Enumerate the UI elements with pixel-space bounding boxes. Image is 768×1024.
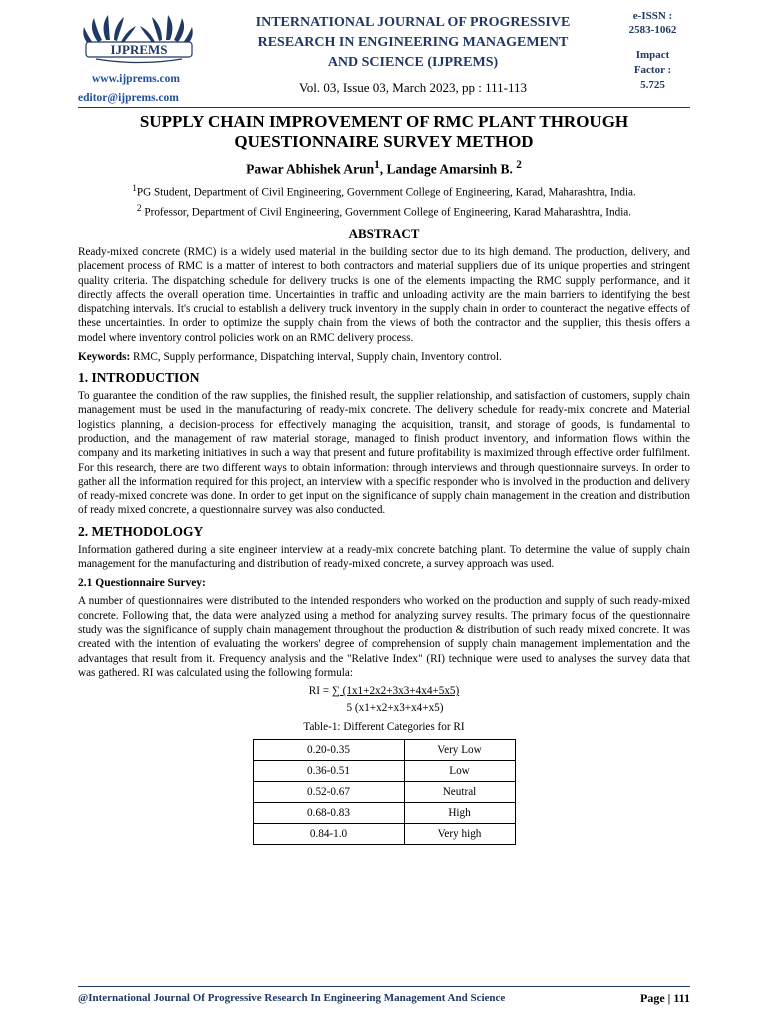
table-row: 0.84-1.0 Very high	[253, 824, 515, 845]
header-divider	[78, 107, 690, 108]
footer-divider	[78, 986, 690, 987]
author-line: Pawar Abhishek Arun$^1$, Landage Amarsinh B. $^2$	[246, 159, 522, 177]
table-row: 0.52-0.67 Neutral	[253, 782, 515, 803]
table-caption: Table-1: Different Categories for RI	[303, 721, 465, 734]
affiliation-2: $^2$ Professor, Department of Civil Engineering, Government College of Engineering, Karad Maharashtra, India.	[136, 204, 632, 219]
table-row: 0.20-0.35 Very Low	[253, 740, 515, 761]
page-number: Page | 111	[640, 991, 690, 1005]
subsection-heading-questionnaire: 2.1 Questionnaire Survey:	[78, 577, 206, 590]
journal-title: INTERNATIONAL JOURNAL OF PROGRESSIVE RESEARCH IN ENGINEERING MANAGEMENT AND SCIENCE (IJPREMS)	[255, 15, 571, 70]
ri-formula: RI = ∑ (1x1+2x2+3x3+4x4+5x5)	[308, 685, 460, 698]
volume-info: Vol. 03, Issue 03, March 2023, pp : 111-113	[299, 80, 527, 95]
paper-body	[78, 112, 690, 845]
ri-categories-table	[253, 739, 516, 845]
website-link[interactable]: www.ijprems.com	[92, 73, 180, 85]
ijprems-logo	[78, 12, 200, 64]
issn-block: e-ISSN : 2583-1062	[628, 10, 677, 36]
email-link[interactable]: editor@ijprems.com	[78, 92, 179, 104]
footer-journal-name: @International Journal Of Progressive Research In Engineering Management And Science	[78, 992, 506, 1004]
abstract-text: Ready-mixed concrete (RMC) is a widely used material in the building sector due to its high demand. The production, delivery, and placement process of RMC is a matter of interest to both contractors and material suppliers due of its unique properties and stringent quality criteria. The dispatching schedule for delivery trucks is one of the elements impacting the RMC supply performance, and it directly affects the overall operation time. Uncertainties in traffic and unloading activity are the main barriers to identifying the best dispatching intervals. It's crucial to establish a delivery truck inventory in the supply chain in order to counteract the negative effects of these uncertainties. In order to optimize the supply chain from the views of both the contractor and the supplier, this thesis offers a model where inventory control policies work on an RMC delivery process.	[78, 245, 690, 344]
logo-text: IJPREMS	[110, 42, 168, 57]
ri-formula-denominator: 5 (x1+x2+x3+x4+x5)	[346, 702, 444, 715]
keywords: Keywords: RMC, Supply performance, Dispatching interval, Supply chain, Inventory control.	[78, 351, 502, 364]
table-row: 0.36-0.51 Low	[253, 761, 515, 782]
contact-links	[78, 70, 180, 108]
affiliation-1: $^1$PG Student, Department of Civil Engineering, Government College of Engineering, Karad, Maharashtra, India.	[132, 183, 636, 199]
table-row: 0.68-0.83 High	[253, 803, 515, 824]
impact-factor-block: Impact Factor : 5.725	[633, 49, 672, 91]
section-heading-methodology: 2. METHODOLOGY	[78, 523, 204, 539]
introduction-text: To guarantee the condition of the raw supplies, the finished result, the supplier relationship, and satisfaction of customers, supply chain management must be used in the manufacturing of ready-mix concrete. The delivery schedule for ready-mix concrete and Material logistics planning, a decision-process for effectively managing the acquisition, transit, and storage of goods, is fundamental to production, and the management of raw material storage, managed to finish product inventory, and information flows within the company and its marketing initiatives in such a way that present and future profitability is maximized through effective order fulfilment. For this research, there are two different ways to obtain information: through interviews and through questionnaire surveys. In order to gather all the information required for this project, an interview with a specific responder who is involved in the production and delivery of ready-mixed concrete was done. In order to get input on the significance of supply chain management in the creation and distribution of ready mixed concrete, a questionnaire survey was also conducted.	[78, 390, 690, 517]
abstract-heading: ABSTRACT	[348, 225, 420, 241]
section-heading-introduction: 1. INTRODUCTION	[78, 370, 200, 386]
page-footer	[78, 990, 690, 1006]
methodology-text: Information gathered during a site engineer interview at a ready-mix concrete batching plant. To determine the value of supply chain management for the manufacturing and distribution of ready-mixed concrete, a survey approach was used.	[78, 543, 690, 571]
journal-header	[0, 0, 768, 108]
paper-title: SUPPLY CHAIN IMPROVEMENT OF RMC PLANT THROUGH QUESTIONNAIRE SURVEY METHOD	[139, 112, 629, 151]
questionnaire-text: A number of questionnaires were distributed to the intended responders who worked on the production and supply of such ready-mixed concrete. Following that, the data were analyzed using a method for analyzing survey results. The primary focus of the questionnaire study was the significance of supply chain management throughout the production & distribution of such ready mixed concrete. It was created with the intention of evaluating the workers' degree of comprehension of supply chain management implementation and the advantages that result from it. Frequency analysis and the "Relative Index" (RI) technique were used to analyses the survey data that was gathered. RI was calculated using the following formula:	[78, 595, 690, 679]
